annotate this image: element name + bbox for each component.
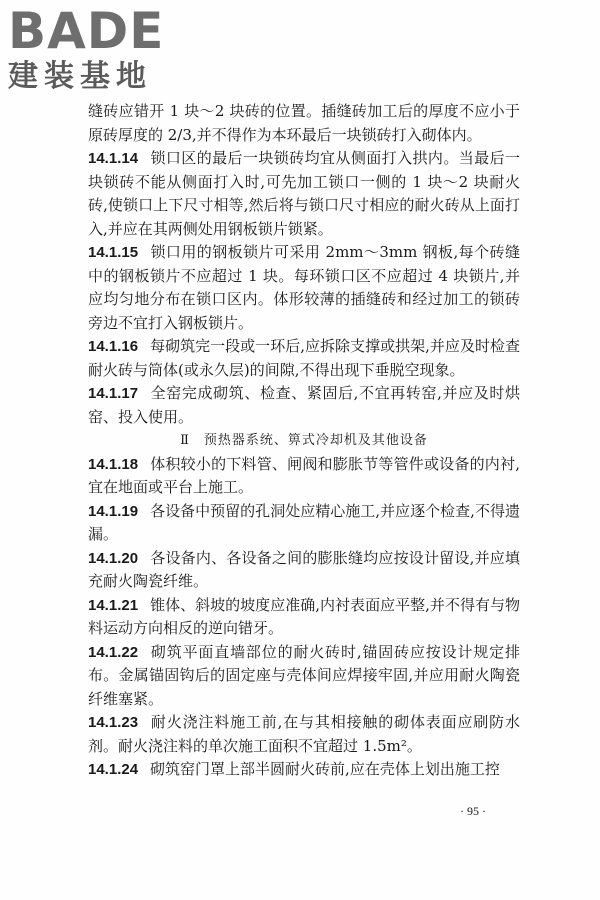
section-heading xyxy=(88,429,520,453)
clause-number: 14.1.15 xyxy=(88,244,139,261)
clause-text: 各设备内、各设备之间的膨胀缝均应按设计留设,并应填充耐火陶瓷纤维。 xyxy=(88,548,520,590)
clause-number: 14.1.19 xyxy=(88,502,139,520)
clause-text: 锁口区的最后一块锁砖均宜从侧面打入拱内。当最后一块锁砖不能从侧面打入时,可先加工锁口一侧的 1 块～2 块耐火砖,使锁口上下尺寸相等,然后将与锁口尺寸相应的耐火砖从上面打入,并应在其两侧处用钢板锁片锁紧。 xyxy=(88,149,520,238)
clause-text: 体积较小的下料管、闸阀和膨胀节等管件或设备的内衬,宜在地面或平台上施工。 xyxy=(88,454,520,496)
clause-14-1-21 xyxy=(88,594,520,641)
clause-14-1-22 xyxy=(88,641,520,712)
clause-14-1-17 xyxy=(88,382,520,429)
clause-14-1-18 xyxy=(88,453,520,500)
clause-14-1-23 xyxy=(88,711,520,758)
clause-14-1-20 xyxy=(88,547,520,594)
clause-number: 14.1.14 xyxy=(88,150,139,167)
clause-text: 锥体、斜坡的坡度应准确,内衬表面应平整,并不得有与物料运动方向相反的逆向错牙。 xyxy=(88,595,520,637)
clause-number: 14.1.16 xyxy=(88,338,139,355)
clause-text: 耐火浇注料施工前,在与其相接触的砌体表面应刷防水剂。耐火浇注料的单次施工面积不宜超过 1.5m²。 xyxy=(88,713,520,755)
clause-14-1-19 xyxy=(88,500,520,547)
section-numeral: Ⅱ xyxy=(180,433,190,448)
clause-number: 14.1.21 xyxy=(88,596,139,614)
paragraph-text: 缝砖应错开 1 块～2 块砖的位置。插缝砖加工后的厚度不应小于原砖厚度的 2/3,并不得作为本环最后一块锁砖打入砌体内。 xyxy=(88,102,520,144)
clause-number: 14.1.20 xyxy=(88,549,139,567)
clause-number: 14.1.23 xyxy=(88,714,139,731)
clause-text: 全窑完成砌筑、检查、紧固后,不宜再转窑,并应及时烘窑、投入使用。 xyxy=(88,384,520,426)
section-title: 预热器系统、箅式冷却机及其他设备 xyxy=(203,433,428,448)
clause-number: 14.1.17 xyxy=(88,385,139,402)
clause-number: 14.1.22 xyxy=(88,643,139,661)
clause-text: 锁口用的钢板锁片可采用 2mm～3mm 钢板,每个砖缝中的钢板锁片不应超过 1 块。每环锁口区不应超过 4 块锁片,并应均匀地分布在锁口区内。体形较薄的插缝砖和经过加工的锁砖旁边不宜打入钢板锁片。 xyxy=(88,243,520,332)
clause-14-1-24 xyxy=(88,758,520,782)
bade-logo xyxy=(8,2,178,94)
logo-brand-text: BADE xyxy=(8,2,165,60)
page-number: · 95 · xyxy=(460,804,486,818)
clause-14-1-16 xyxy=(88,335,520,382)
clause-text: 砌筑平面直墙部位的耐火砖时,锚固砖应按设计规定排布。金属锚固钩后的固定座与壳体间应焊接牢固,并应用耐火陶瓷纤维塞紧。 xyxy=(88,642,520,708)
logo-subtitle: 建装基地 xyxy=(8,59,152,94)
clause-text: 各设备中预留的孔洞处应精心施工,并应逐个检查,不得遗漏。 xyxy=(88,501,520,543)
clause-text: 砌筑窑门罩上部半圆耐火砖前,应在壳体上划出施工控 xyxy=(150,760,500,778)
paragraph-continued xyxy=(88,100,520,147)
clause-14-1-15 xyxy=(88,241,520,335)
clause-14-1-14 xyxy=(88,147,520,241)
page-body xyxy=(88,100,520,782)
clause-number: 14.1.24 xyxy=(88,761,139,778)
clause-text: 每砌筑完一段或一环后,应拆除支撑或拱架,并应及时检查耐火砖与筒体(或永久层)的间隙,不得出现下垂脱空现象。 xyxy=(88,337,520,379)
clause-number: 14.1.18 xyxy=(88,455,139,473)
